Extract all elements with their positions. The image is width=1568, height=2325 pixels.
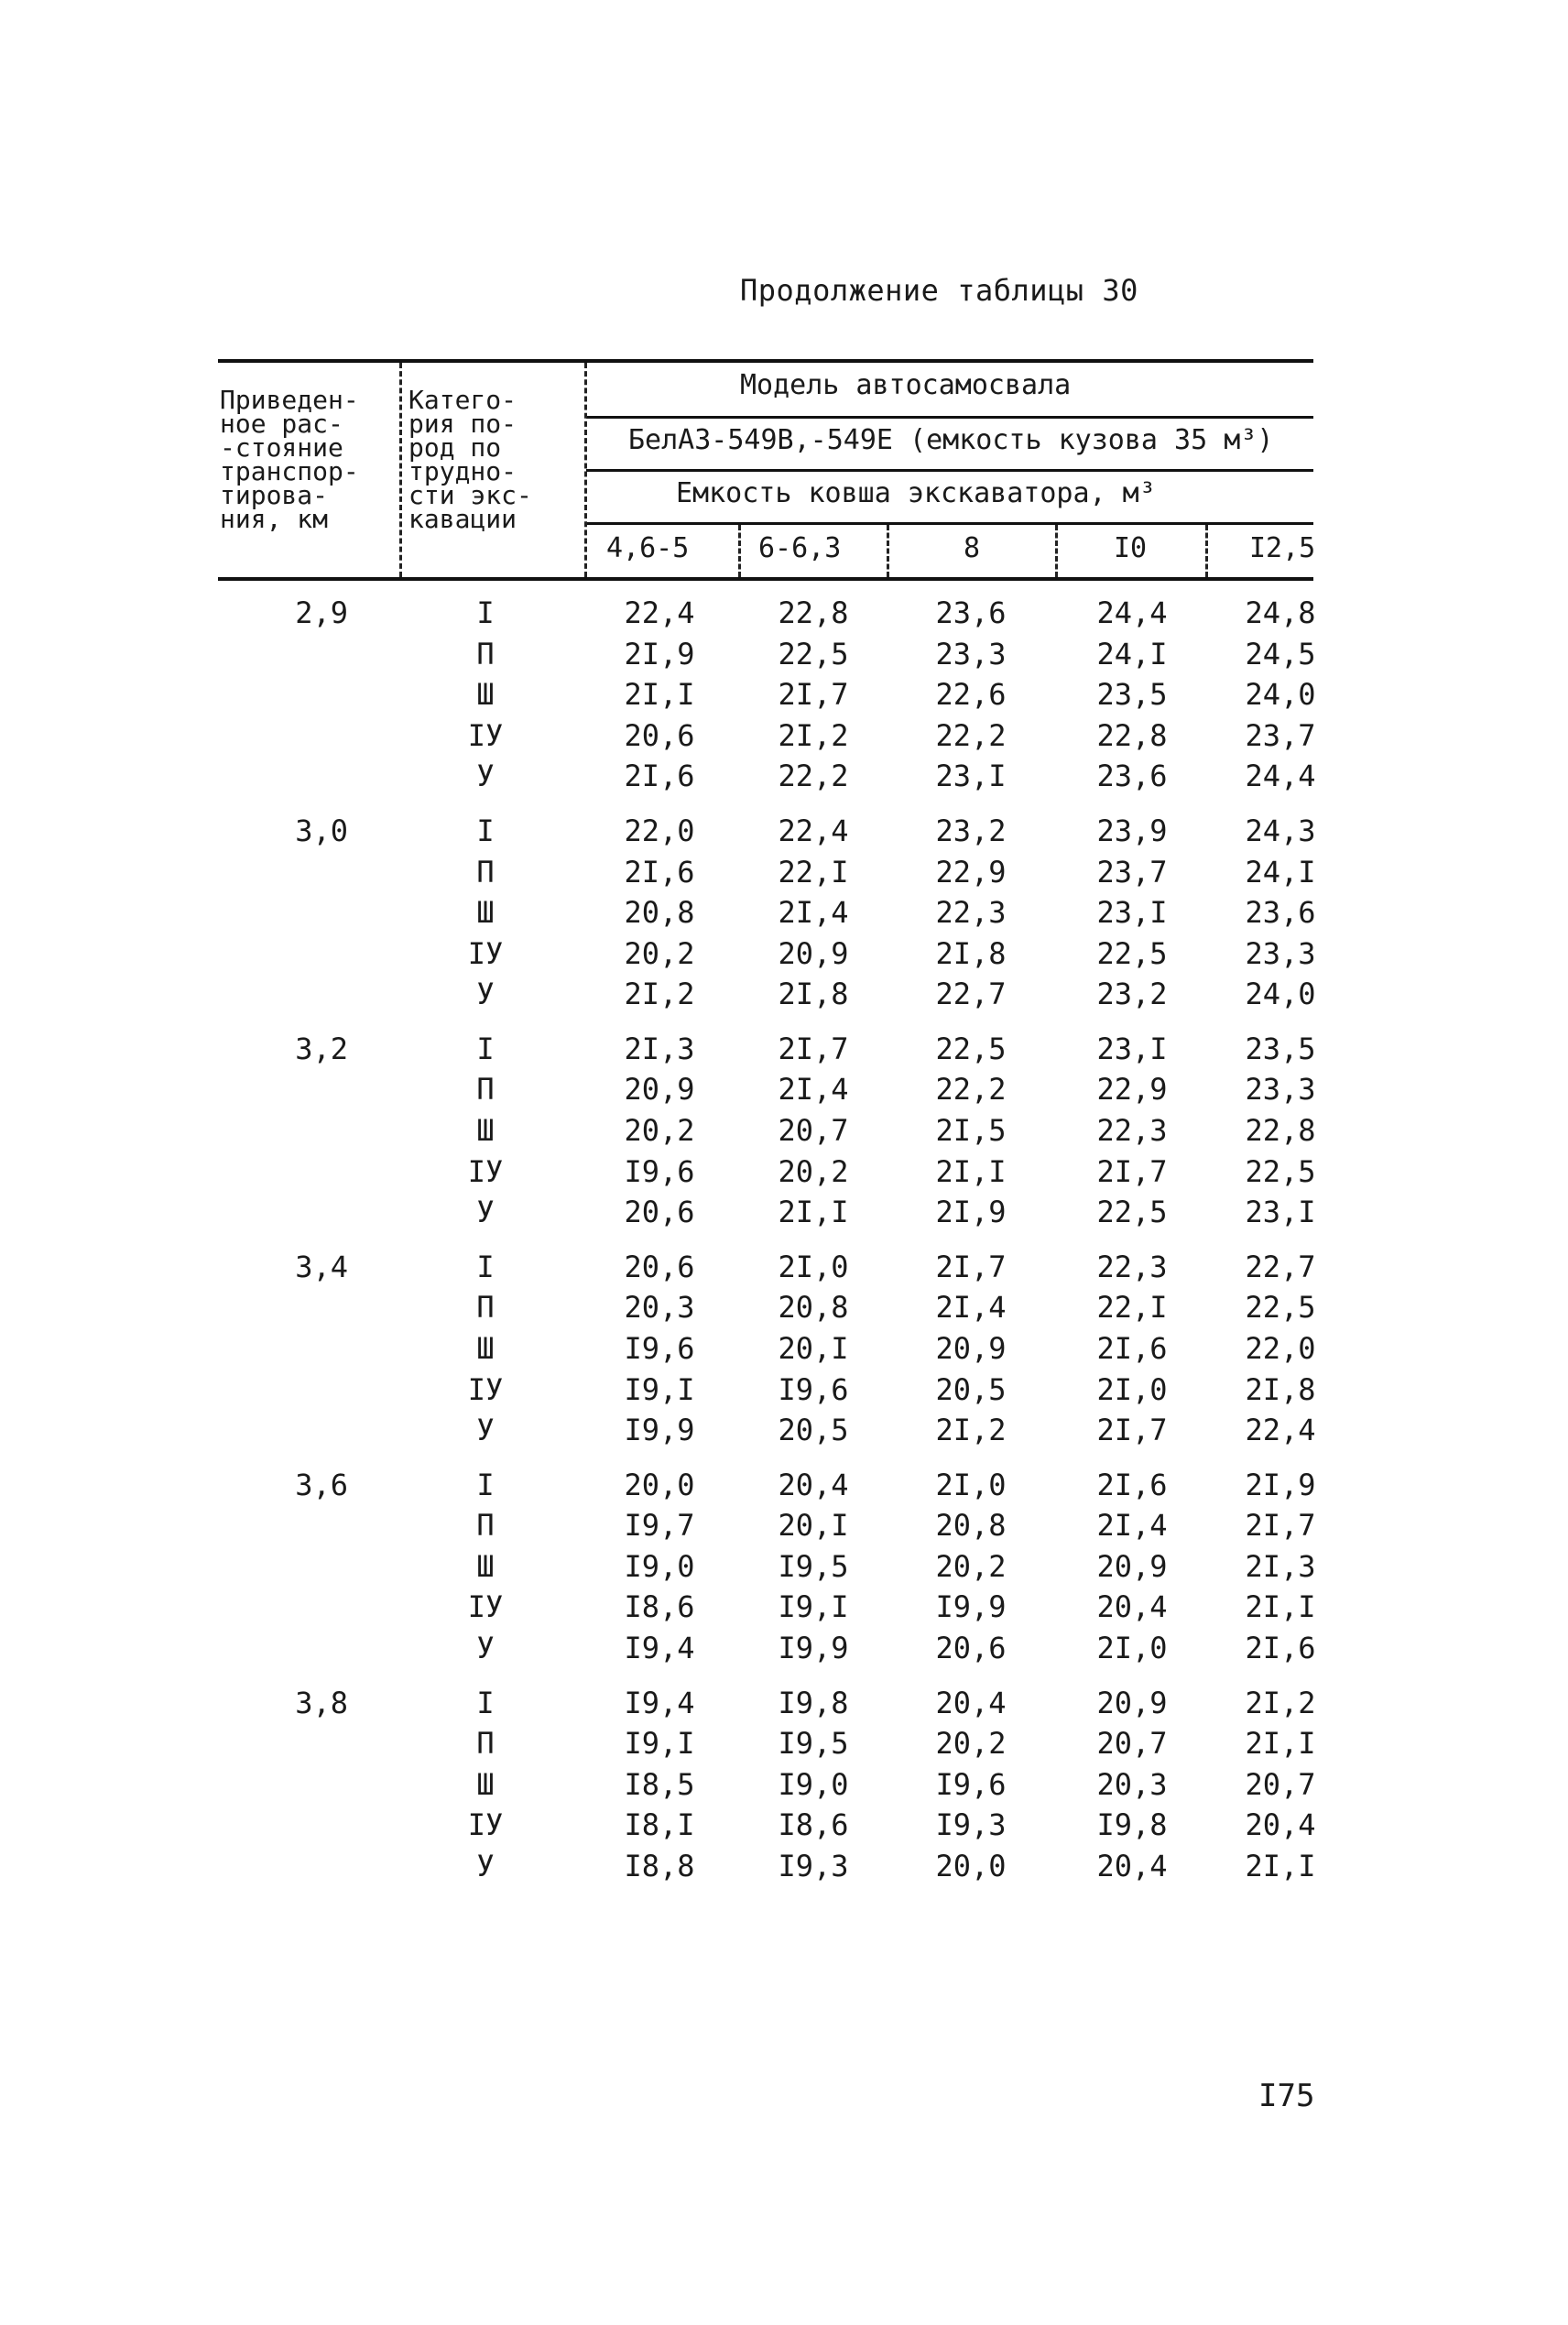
- value-cell: 22,6: [935, 677, 1007, 713]
- category-cell: IУ: [467, 935, 504, 971]
- value-cell: 23,9: [1096, 813, 1168, 848]
- value-cell: 22,3: [1096, 1113, 1168, 1148]
- value-cell: I8,5: [624, 1766, 695, 1802]
- value-cell: 24,I: [1096, 636, 1168, 671]
- bucket-rule: [586, 522, 1313, 525]
- distance-cell: 3,6: [295, 1467, 348, 1502]
- value-cell: 2I,3: [1245, 1548, 1316, 1584]
- value-cell: 23,5: [1245, 1031, 1316, 1066]
- distance-cell: 3,4: [295, 1249, 348, 1284]
- category-cell: П: [476, 854, 495, 890]
- value-cell: 20,I: [778, 1330, 849, 1366]
- value-cell: I9,6: [624, 1153, 695, 1189]
- bucket-col-1: 4,6-5: [606, 532, 690, 564]
- value-cell: I8,6: [624, 1589, 695, 1625]
- value-cell: I9,0: [624, 1548, 695, 1584]
- value-cell: 20,I: [778, 1508, 849, 1544]
- bucket-divider-3: [1055, 525, 1058, 577]
- category-cell: П: [476, 1072, 495, 1108]
- value-cell: 2I,7: [778, 677, 849, 713]
- value-cell: 22,2: [778, 759, 849, 794]
- value-cell: 22,2: [935, 1072, 1007, 1108]
- category-cell: I: [476, 1685, 495, 1720]
- value-cell: I9,6: [624, 1330, 695, 1366]
- value-cell: I9,I: [624, 1371, 695, 1407]
- value-cell: 2I,0: [935, 1467, 1007, 1502]
- value-cell: 22,2: [935, 717, 1007, 753]
- value-cell: 2I,8: [778, 977, 849, 1012]
- value-cell: 22,5: [1245, 1290, 1316, 1326]
- value-cell: 20,7: [778, 1113, 849, 1148]
- category-cell: I: [476, 1249, 495, 1284]
- value-cell: I9,9: [624, 1413, 695, 1448]
- header-model-name: БелАЗ-549В,-549Е (емкость кузова 35 м³): [628, 424, 1274, 456]
- value-cell: I9,7: [624, 1508, 695, 1544]
- value-cell: 20,4: [1096, 1589, 1168, 1625]
- model-name-rule: [586, 469, 1313, 472]
- value-cell: 22,8: [778, 595, 849, 630]
- value-cell: 20,4: [778, 1467, 849, 1502]
- value-cell: 22,7: [935, 977, 1007, 1012]
- value-cell: 2I,6: [1096, 1467, 1168, 1502]
- value-cell: 23,I: [1245, 1195, 1316, 1230]
- value-cell: 23,I: [1096, 1031, 1168, 1066]
- value-cell: 23,2: [1096, 977, 1168, 1012]
- value-cell: 2I,0: [1096, 1631, 1168, 1665]
- value-cell: 22,8: [1096, 717, 1168, 753]
- value-cell: 23,3: [935, 636, 1007, 671]
- value-cell: 2I,2: [778, 717, 849, 753]
- category-cell: IУ: [467, 1589, 504, 1625]
- value-cell: I9,4: [624, 1631, 695, 1665]
- value-cell: 2I,8: [1245, 1371, 1316, 1407]
- bucket-col-3: 8: [964, 532, 981, 564]
- value-cell: 22,5: [1096, 935, 1168, 971]
- value-cell: 23,6: [1096, 759, 1168, 794]
- value-cell: I9,9: [935, 1589, 1007, 1625]
- value-cell: 2I,9: [624, 636, 695, 671]
- table-caption: Продолжение таблицы 30: [740, 273, 1138, 308]
- value-cell: I9,4: [624, 1685, 695, 1720]
- value-cell: 20,8: [778, 1290, 849, 1326]
- value-cell: 2I,7: [778, 1031, 849, 1066]
- value-cell: 23,7: [1245, 717, 1316, 753]
- value-cell: 20,9: [778, 935, 849, 971]
- value-cell: 20,5: [778, 1413, 849, 1448]
- value-cell: 20,4: [1096, 1848, 1168, 1883]
- category-cell: Ш: [476, 895, 495, 931]
- value-cell: I9,8: [778, 1685, 849, 1720]
- value-cell: I8,6: [778, 1807, 849, 1843]
- value-cell: 22,0: [1245, 1330, 1316, 1366]
- value-cell: 2I,6: [624, 759, 695, 794]
- value-cell: I9,6: [778, 1371, 849, 1407]
- category-cell: П: [476, 1726, 495, 1762]
- category-cell: IУ: [467, 1807, 504, 1843]
- value-cell: 2I,2: [935, 1413, 1007, 1448]
- value-cell: 2I,9: [935, 1195, 1007, 1230]
- value-cell: 20,8: [624, 895, 695, 931]
- category-cell: П: [476, 1508, 495, 1544]
- value-cell: I9,0: [778, 1766, 849, 1802]
- category-cell: У: [476, 1195, 495, 1230]
- value-cell: 2I,2: [624, 977, 695, 1012]
- value-cell: I8,8: [624, 1848, 695, 1883]
- value-cell: 24,3: [1245, 813, 1316, 848]
- value-cell: 20,6: [624, 1249, 695, 1284]
- value-cell: 24,4: [1245, 759, 1316, 794]
- value-cell: 2I,3: [624, 1031, 695, 1066]
- value-cell: 2I,I: [778, 1195, 849, 1230]
- value-cell: 2I,5: [935, 1113, 1007, 1148]
- category-cell: У: [476, 1631, 495, 1665]
- value-cell: 2I,0: [1096, 1371, 1168, 1407]
- model-rule: [586, 416, 1313, 419]
- value-cell: 22,4: [778, 813, 849, 848]
- category-cell: У: [476, 1413, 495, 1448]
- value-cell: 2I,6: [624, 854, 695, 890]
- value-cell: 20,7: [1245, 1766, 1316, 1802]
- value-cell: 23,6: [935, 595, 1007, 630]
- value-cell: 22,7: [1245, 1249, 1316, 1284]
- value-cell: 20,6: [624, 717, 695, 753]
- category-cell: I: [476, 595, 495, 630]
- header-bucket-title: Емкость ковша экскаватора, м³: [676, 477, 1156, 509]
- value-cell: 20,0: [624, 1467, 695, 1502]
- value-cell: 24,0: [1245, 977, 1316, 1012]
- value-cell: 22,I: [1096, 1290, 1168, 1326]
- top-rule: [218, 359, 1313, 363]
- category-cell: I: [476, 813, 495, 848]
- category-cell: I: [476, 1031, 495, 1066]
- header-category: Катего- рия по- род по трудно- сти экс- кавации: [408, 385, 532, 534]
- value-cell: 23,I: [935, 759, 1007, 794]
- value-cell: 2I,7: [1245, 1508, 1316, 1544]
- value-cell: 23,3: [1245, 935, 1316, 971]
- value-cell: 24,5: [1245, 636, 1316, 671]
- value-cell: 24,I: [1245, 854, 1316, 890]
- bucket-divider-2: [887, 525, 889, 577]
- value-cell: 24,0: [1245, 677, 1316, 713]
- value-cell: 2I,6: [1096, 1330, 1168, 1366]
- bucket-col-4: I0: [1114, 532, 1148, 564]
- value-cell: 20,4: [935, 1685, 1007, 1720]
- value-cell: 20,2: [935, 1548, 1007, 1584]
- value-cell: 2I,0: [778, 1249, 849, 1284]
- value-cell: I9,9: [778, 1631, 849, 1665]
- category-cell: IУ: [467, 1153, 504, 1189]
- value-cell: I9,3: [935, 1807, 1007, 1843]
- header-distance: Приведен- ное рас- -стояние транспор- тирова- ния, км: [220, 385, 359, 534]
- value-cell: 20,2: [935, 1726, 1007, 1762]
- value-cell: I9,5: [778, 1548, 849, 1584]
- value-cell: 23,3: [1245, 1072, 1316, 1108]
- bucket-divider-1: [738, 525, 741, 577]
- value-cell: 22,8: [1245, 1113, 1316, 1148]
- value-cell: 20,6: [624, 1195, 695, 1230]
- header-divider-1: [399, 363, 402, 577]
- value-cell: 24,8: [1245, 595, 1316, 630]
- value-cell: 20,4: [1245, 1807, 1316, 1843]
- category-cell: Ш: [476, 1330, 495, 1366]
- bucket-col-5: I2,5: [1249, 532, 1316, 564]
- distance-cell: 2,9: [295, 595, 348, 630]
- category-cell: П: [476, 636, 495, 671]
- value-cell: 2I,I: [935, 1153, 1007, 1189]
- category-cell: У: [476, 1848, 495, 1883]
- value-cell: 2I,4: [1096, 1508, 1168, 1544]
- value-cell: I9,8: [1096, 1807, 1168, 1843]
- distance-cell: 3,8: [295, 1685, 348, 1720]
- value-cell: 2I,I: [624, 677, 695, 713]
- category-cell: IУ: [467, 717, 504, 753]
- value-cell: I9,3: [778, 1848, 849, 1883]
- value-cell: 2I,4: [778, 895, 849, 931]
- value-cell: 20,0: [935, 1848, 1007, 1883]
- value-cell: 22,3: [1096, 1249, 1168, 1284]
- value-cell: 20,9: [1096, 1548, 1168, 1584]
- value-cell: 20,3: [1096, 1766, 1168, 1802]
- value-cell: 22,9: [1096, 1072, 1168, 1108]
- value-cell: 22,I: [778, 854, 849, 890]
- category-cell: IУ: [467, 1371, 504, 1407]
- page-number: I75: [1258, 2078, 1315, 2114]
- value-cell: 22,4: [624, 595, 695, 630]
- value-cell: 20,8: [935, 1508, 1007, 1544]
- value-cell: 20,9: [935, 1330, 1007, 1366]
- value-cell: 2I,4: [935, 1290, 1007, 1326]
- value-cell: 23,2: [935, 813, 1007, 848]
- value-cell: 20,7: [1096, 1726, 1168, 1762]
- distance-cell: 3,0: [295, 813, 348, 848]
- value-cell: 2I,I: [1245, 1589, 1316, 1625]
- value-cell: 20,2: [624, 935, 695, 971]
- value-cell: 2I,4: [778, 1072, 849, 1108]
- header-divider-2: [584, 363, 587, 577]
- value-cell: 2I,6: [1245, 1631, 1316, 1665]
- value-cell: I8,I: [624, 1807, 695, 1843]
- category-cell: У: [476, 759, 495, 794]
- value-cell: 20,5: [935, 1371, 1007, 1407]
- bucket-col-2: 6-6,3: [758, 532, 842, 564]
- value-cell: 22,0: [624, 813, 695, 848]
- value-cell: 24,4: [1096, 595, 1168, 630]
- value-cell: 2I,I: [1245, 1848, 1316, 1883]
- value-cell: I9,6: [935, 1766, 1007, 1802]
- value-cell: I9,I: [624, 1726, 695, 1762]
- value-cell: 2I,7: [1096, 1153, 1168, 1189]
- value-cell: 22,9: [935, 854, 1007, 890]
- value-cell: 20,9: [1096, 1685, 1168, 1720]
- value-cell: 20,9: [624, 1072, 695, 1108]
- value-cell: 2I,9: [1245, 1467, 1316, 1502]
- value-cell: 23,7: [1096, 854, 1168, 890]
- value-cell: 20,2: [778, 1153, 849, 1189]
- category-cell: Ш: [476, 677, 495, 713]
- value-cell: 23,I: [1096, 895, 1168, 931]
- header-bottom-rule: [218, 577, 1313, 581]
- category-cell: У: [476, 977, 495, 1012]
- value-cell: I9,5: [778, 1726, 849, 1762]
- bucket-divider-4: [1205, 525, 1208, 577]
- value-cell: 20,3: [624, 1290, 695, 1326]
- value-cell: 20,6: [935, 1631, 1007, 1665]
- value-cell: 20,2: [624, 1113, 695, 1148]
- category-cell: Ш: [476, 1113, 495, 1148]
- category-cell: Ш: [476, 1548, 495, 1584]
- value-cell: 2I,7: [935, 1249, 1007, 1284]
- header-model-title: Модель автосамосвала: [740, 369, 1072, 401]
- category-cell: Ш: [476, 1766, 495, 1802]
- value-cell: 23,6: [1245, 895, 1316, 931]
- value-cell: 22,5: [935, 1031, 1007, 1066]
- distance-cell: 3,2: [295, 1031, 348, 1066]
- category-cell: П: [476, 1290, 495, 1326]
- value-cell: 22,5: [1096, 1195, 1168, 1230]
- value-cell: 22,4: [1245, 1413, 1316, 1448]
- value-cell: 23,5: [1096, 677, 1168, 713]
- category-cell: I: [476, 1467, 495, 1502]
- value-cell: 2I,8: [935, 935, 1007, 971]
- value-cell: I9,I: [778, 1589, 849, 1625]
- value-cell: 22,3: [935, 895, 1007, 931]
- value-cell: 22,5: [778, 636, 849, 671]
- value-cell: 2I,I: [1245, 1726, 1316, 1762]
- value-cell: 2I,7: [1096, 1413, 1168, 1448]
- value-cell: 2I,2: [1245, 1685, 1316, 1720]
- value-cell: 22,5: [1245, 1153, 1316, 1189]
